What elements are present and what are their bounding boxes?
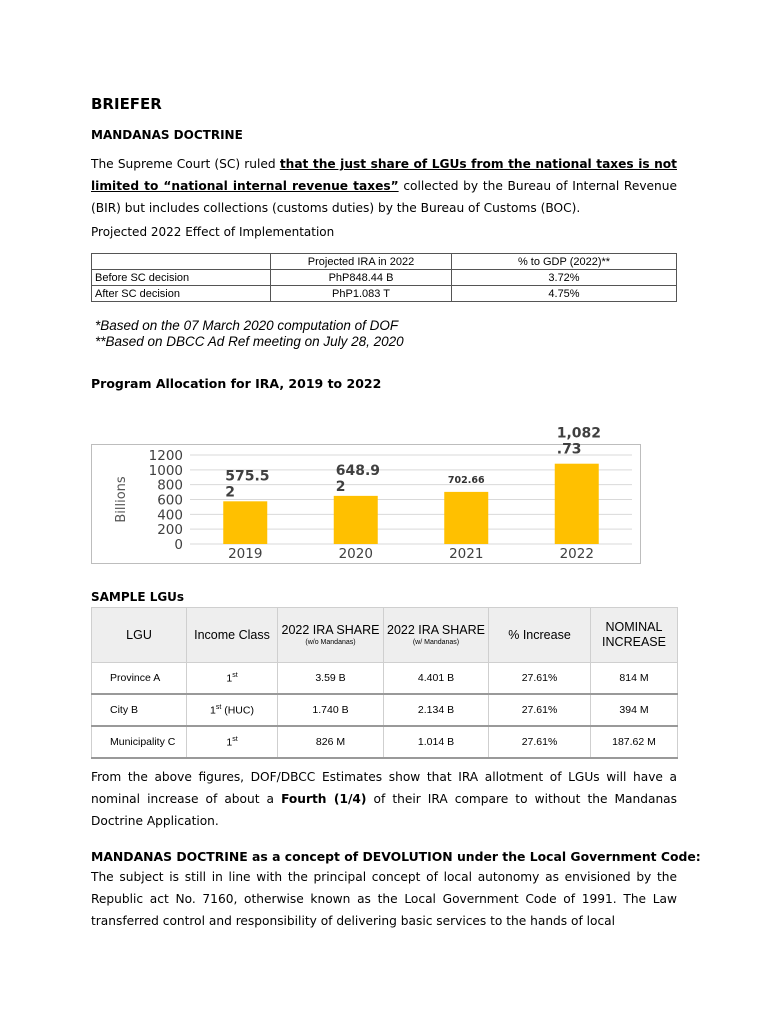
- x-tick-label: 2021: [449, 546, 484, 562]
- y-tick-label: 1200: [148, 448, 183, 464]
- table-cell: PhP848.44 B: [271, 270, 452, 286]
- summary-bold-text: Fourth (1/4): [281, 792, 367, 806]
- devolution-paragraph: The subject is still in line with the principal concept of local autonomy as envisioned by the Republic act No. 7160, otherwise known as the Local Government Code of 1991. The Law transferred control and responsibility of delivering basic services to the hands of local: [91, 870, 677, 928]
- sample-lgus-caption: SAMPLE LGUs: [91, 590, 185, 604]
- table-cell: 814 M: [591, 663, 678, 695]
- table-header-cell: [92, 254, 271, 270]
- table-header-cell: NOMINAL INCREASE: [591, 608, 678, 663]
- intro-underlined-text: that the just share of LGUs from the national taxes is not limited to “national internal revenue taxes”: [91, 157, 678, 193]
- table-header-cell: % Increase: [489, 608, 591, 663]
- section-heading-mandanas: MANDANAS DOCTRINE: [91, 128, 243, 142]
- chart-frame: [91, 441, 641, 564]
- page-title: BRIEFER: [91, 95, 162, 113]
- table-cell: City B: [92, 694, 187, 726]
- table-cell: After SC decision: [92, 286, 271, 302]
- summary-text-1: From the above figures, DOF/DBCC Estimates show that IRA allotment of LGUs will have a nominal increase of about a: [91, 770, 677, 806]
- table-header-row: [92, 254, 677, 270]
- y-tick-label: 800: [157, 477, 183, 494]
- table-cell: Province A: [92, 663, 187, 695]
- data-label: 2: [335, 478, 346, 495]
- table-cell: 27.61%: [489, 694, 591, 726]
- table-cell: PhP1.083 T: [271, 286, 452, 302]
- summary-paragraph: [91, 766, 677, 832]
- table-header-cell: 2022 IRA SHARE (w/o Mandanas): [278, 608, 384, 663]
- x-tick-label: 2019: [228, 546, 263, 562]
- data-label: 1,082: [556, 425, 602, 442]
- table-cell: 4.401 B: [384, 663, 489, 695]
- table-cell: 4.75%: [452, 286, 677, 302]
- intro-text-1: The Supreme Court (SC) ruled: [91, 157, 280, 171]
- table-cell: 1.014 B: [384, 726, 489, 758]
- x-tick-label: 2020: [338, 546, 373, 562]
- data-label: 702.66: [447, 474, 485, 486]
- footnote-dbcc: **Based on DBCC Ad Ref meeting on July 28, 2020: [95, 334, 404, 349]
- data-label: .73: [556, 441, 582, 458]
- table-cell: 3.72%: [452, 270, 677, 286]
- y-tick-label: 1000: [148, 462, 183, 479]
- table-cell: 27.61%: [489, 663, 591, 695]
- intro-text-2: collected by the Bureau of Internal Revenue (BIR) but includes collections (customs duties) by the Bureau of Customs (BOC).: [91, 179, 677, 215]
- y-tick-label: 400: [157, 507, 183, 524]
- table-header-row: [92, 608, 678, 663]
- sample-lgu-table: [91, 607, 678, 759]
- projected-ira-table: [91, 253, 677, 302]
- table-row: [92, 694, 678, 726]
- x-tick-label: 2022: [559, 546, 594, 562]
- y-tick-label: 0: [174, 537, 183, 553]
- table-cell: 394 M: [591, 694, 678, 726]
- effect-caption: Projected 2022 Effect of Implementation: [91, 225, 335, 239]
- table-cell: 1st: [187, 663, 278, 695]
- table-header-cell: 2022 IRA SHARE (w/ Mandanas): [384, 608, 489, 663]
- data-label: 575.5: [225, 468, 270, 485]
- table-cell: 1st: [187, 726, 278, 758]
- chart-caption: Program Allocation for IRA, 2019 to 2022: [91, 376, 382, 391]
- table-header-cell: LGU: [92, 608, 187, 663]
- table-cell: 3.59 B: [278, 663, 384, 695]
- table-cell: 2.134 B: [384, 694, 489, 726]
- table-cell: 826 M: [278, 726, 384, 758]
- y-tick-label: 600: [157, 492, 183, 509]
- table-header-cell: % to GDP (2022)**: [452, 254, 677, 270]
- table-cell: Before SC decision: [92, 270, 271, 286]
- data-label: 2: [225, 484, 235, 501]
- table-cell: 27.61%: [489, 726, 591, 758]
- intro-paragraph: [91, 153, 677, 219]
- table-row: [92, 726, 678, 758]
- table-cell: 1st (HUC): [187, 694, 278, 726]
- data-label: 648.9: [335, 462, 381, 479]
- footnote-dof: *Based on the 07 March 2020 computation of DOF: [95, 318, 399, 333]
- y-axis-label: Billions: [114, 476, 129, 523]
- table-cell: 187.62 M: [591, 726, 678, 758]
- table-header-cell: Income Class: [187, 608, 278, 663]
- devolution-heading: MANDANAS DOCTRINE as a concept of DEVOLUTION under the Local Government Code:: [91, 849, 701, 864]
- table-row: [92, 286, 677, 302]
- table-cell: 1.740 B: [278, 694, 384, 726]
- table-cell: Municipality C: [92, 726, 187, 758]
- y-tick-label: 200: [157, 522, 183, 539]
- table-row: [92, 663, 678, 695]
- summary-text-2: of their IRA compare to without the Mandanas Doctrine Application.: [91, 792, 677, 828]
- table-row: [92, 270, 677, 286]
- table-header-cell: Projected IRA in 2022: [271, 254, 452, 270]
